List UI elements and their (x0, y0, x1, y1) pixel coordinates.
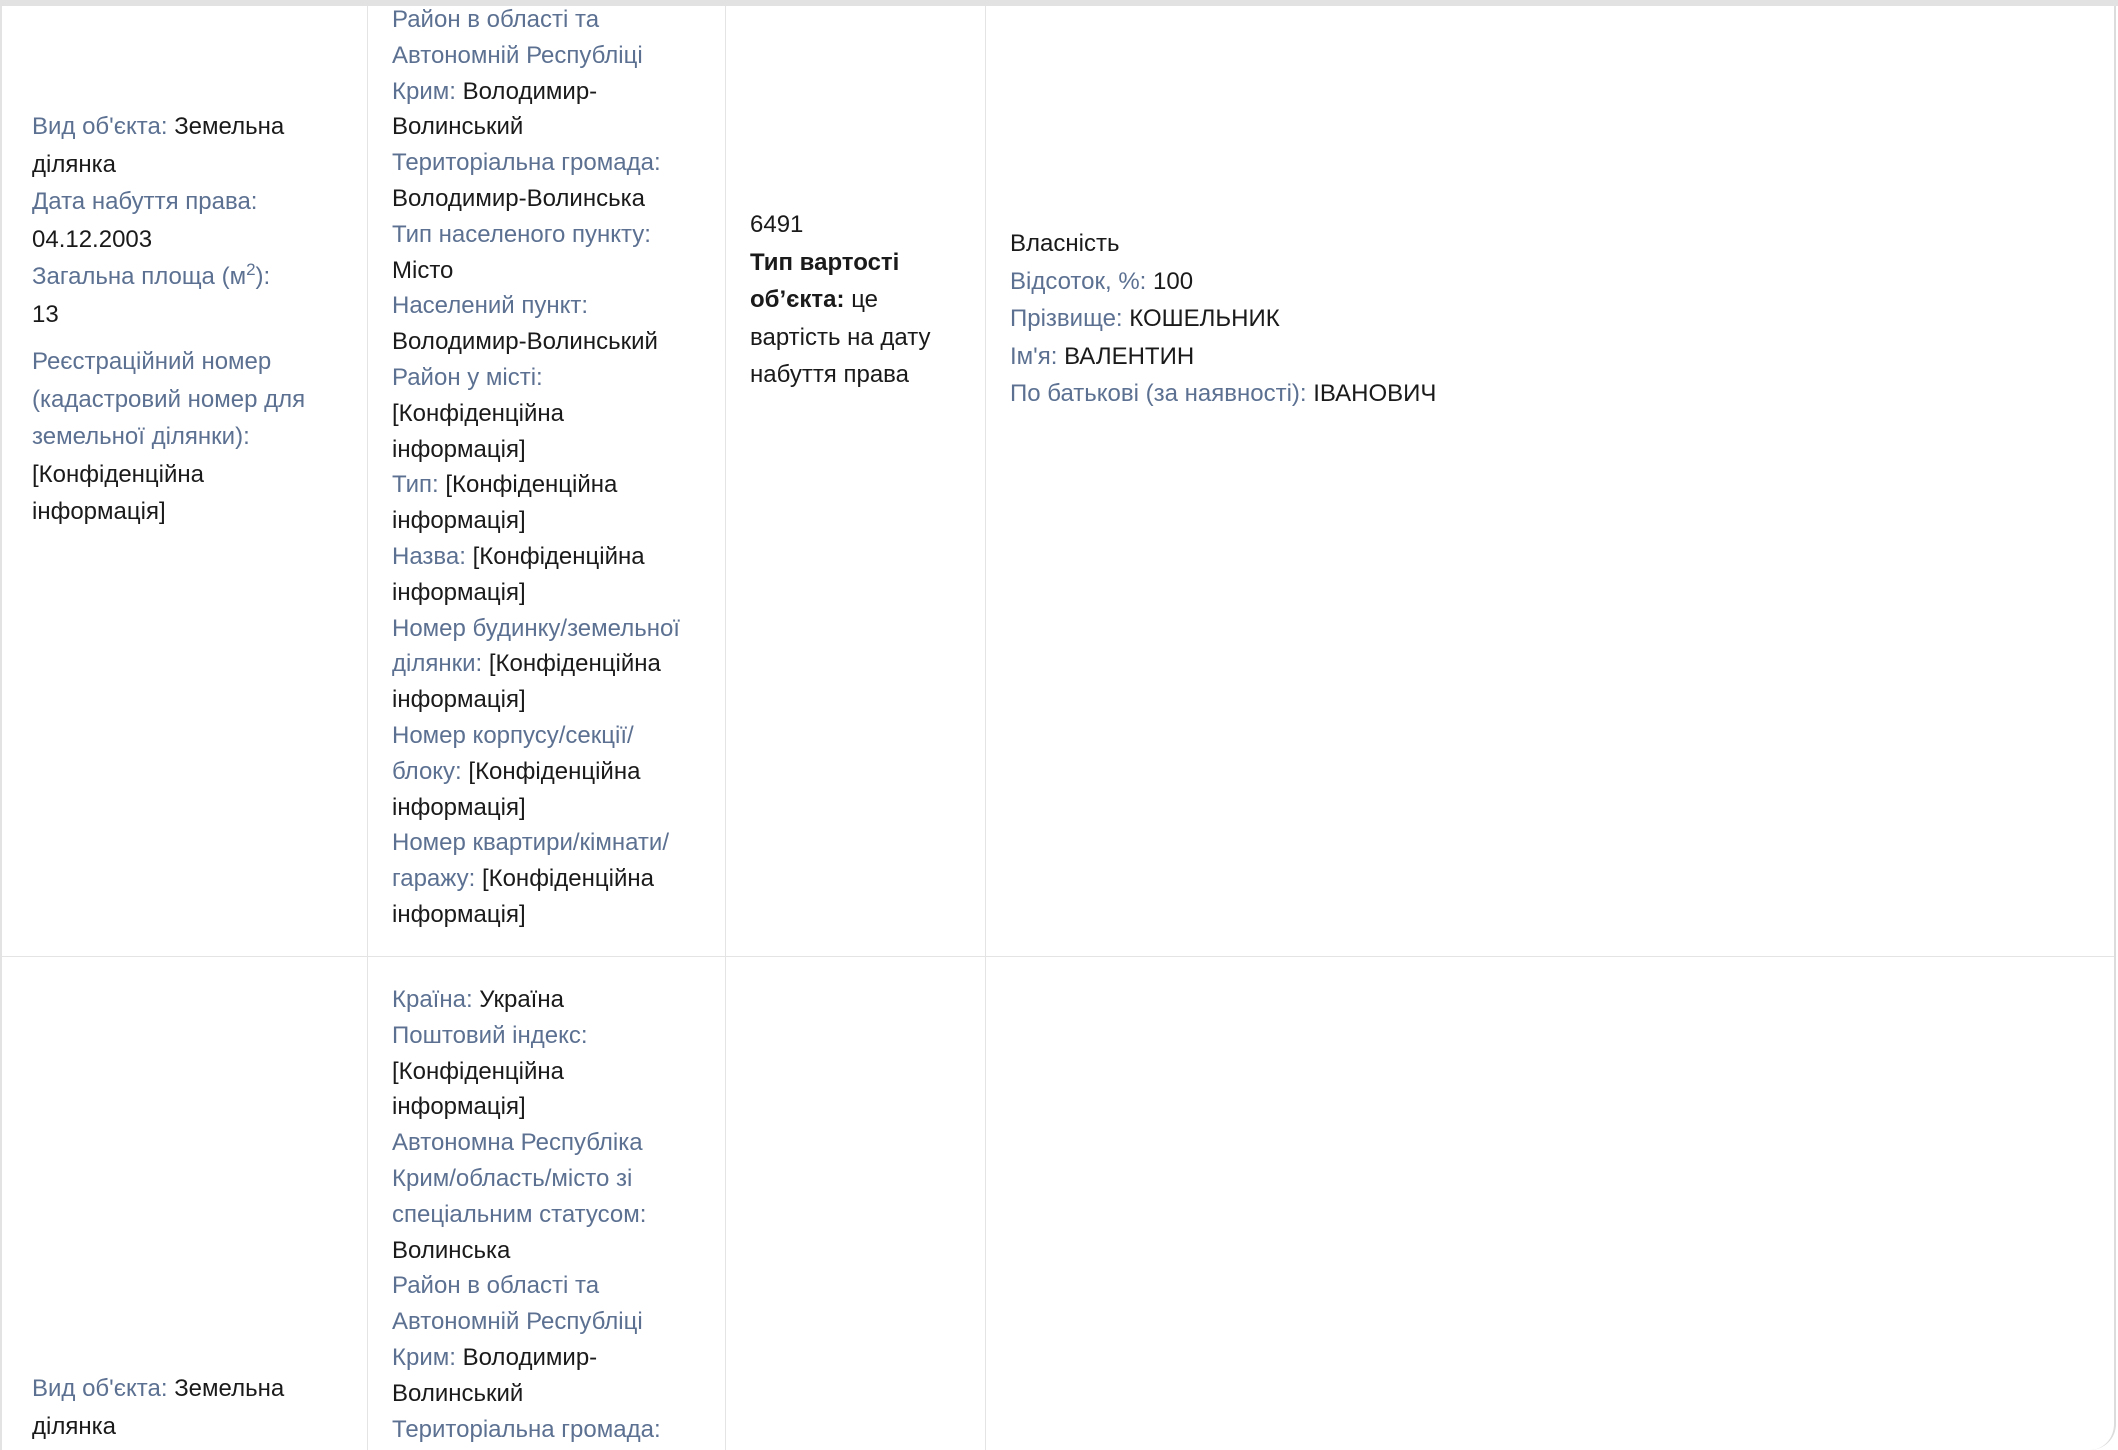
name-value: ВАЛЕНТИН (1064, 342, 1195, 370)
rights-cell (1010, 225, 2010, 413)
column-divider (985, 6, 986, 1450)
share-value: 100 (1153, 267, 1194, 295)
object-type-label: Вид об'єкта: (32, 1375, 168, 1402)
object-type-value: Земельна ділянка (32, 1375, 285, 1440)
location-cell (392, 6, 702, 933)
settlement-value: Володимир-Волинський (392, 328, 658, 356)
object-cell (32, 1370, 332, 1445)
country-value: Україна (479, 986, 564, 1013)
district-value: Володимир-Волинський (392, 1343, 598, 1407)
community-value: Володимир-Волинська (392, 184, 645, 212)
city-district-label: Район у місті: (392, 363, 543, 391)
district-label: Район в області та Автономній Республіці Крим: (392, 6, 643, 105)
building-number-label: Номер корпусу/секції/блоку: (392, 721, 634, 785)
postal-code-label: Поштовий індекс: (392, 1021, 588, 1049)
community-label: Територіальна громада: (392, 1415, 661, 1443)
patronymic-label: По батькові (за наявності): (1010, 380, 1307, 407)
region-value: Волинська (392, 1236, 511, 1264)
settlement-label: Населений пункт: (392, 292, 588, 320)
settlement-type-label: Тип населеного пункту: (392, 220, 651, 248)
column-divider (367, 6, 368, 1450)
street-type-value: [Конфіденційна інформація] (392, 471, 618, 535)
cost-cell (750, 206, 950, 394)
city-district-value: [Конфіденційна інформація] (392, 399, 565, 463)
cadastre-number-label: Реєстраційний номер (кадастровий номер для земельної ділянки): (32, 348, 306, 450)
country-label: Країна: (392, 986, 473, 1013)
street-name-label: Назва: (392, 542, 466, 570)
cost-value: 6491 (750, 211, 804, 238)
area-value: 13 (32, 300, 59, 328)
location-cell (392, 982, 702, 1447)
object-cell (32, 108, 332, 531)
district-value: Володимир-Волинський (392, 77, 598, 141)
cost-type-value: це вартість на дату набуття права (750, 286, 931, 388)
declaration-property-table (0, 6, 2116, 1450)
patronymic-value: ІВАНОВИЧ (1313, 380, 1437, 407)
apartment-number-label: Номер квартири/кімнати/гаражу: (392, 829, 669, 893)
house-number-label: Номер будинку/земельної ділянки: (392, 614, 680, 678)
settlement-type-value: Місто (392, 256, 454, 284)
name-label: Ім'я: (1010, 342, 1058, 370)
district-label: Район в області та Автономній Республіці Крим: (392, 1272, 643, 1371)
postal-code-value: [Конфіденційна інформація] (392, 1057, 565, 1121)
object-type-value: Земельна ділянка (32, 113, 285, 178)
surname-label: Прізвище: (1010, 305, 1123, 332)
street-name-value: [Конфіденційна інформація] (392, 542, 645, 606)
surname-value: КОШЕЛЬНИК (1129, 305, 1280, 332)
share-label: Відсоток, %: (1010, 267, 1147, 295)
apartment-number-value: [Конфіденційна інформація] (392, 865, 654, 928)
acquisition-date-value: 04.12.2003 (32, 225, 153, 253)
cost-type-label: Тип вартості об’єкта: (750, 248, 900, 313)
region-label: Автономна Республіка Крим/область/місто зі спеціальним статусом: (392, 1129, 647, 1228)
area-label: Загальна площа $(м^2)$: (32, 260, 271, 290)
column-divider (725, 6, 726, 1450)
building-number-value: [Конфіденційна інформація] (392, 757, 641, 821)
object-type-label: Вид об'єкта: (32, 113, 168, 140)
community-label: Територіальна громада: (392, 149, 661, 177)
row-divider (2, 956, 2116, 957)
cadastre-number-value: [Конфіденційна інформація] (32, 460, 205, 525)
right-type-value: Власність (1010, 230, 1120, 257)
house-number-value: [Конфіденційна інформація] (392, 650, 661, 714)
street-type-label: Тип: (392, 471, 439, 499)
acquisition-date-label: Дата набуття права: (32, 188, 258, 215)
